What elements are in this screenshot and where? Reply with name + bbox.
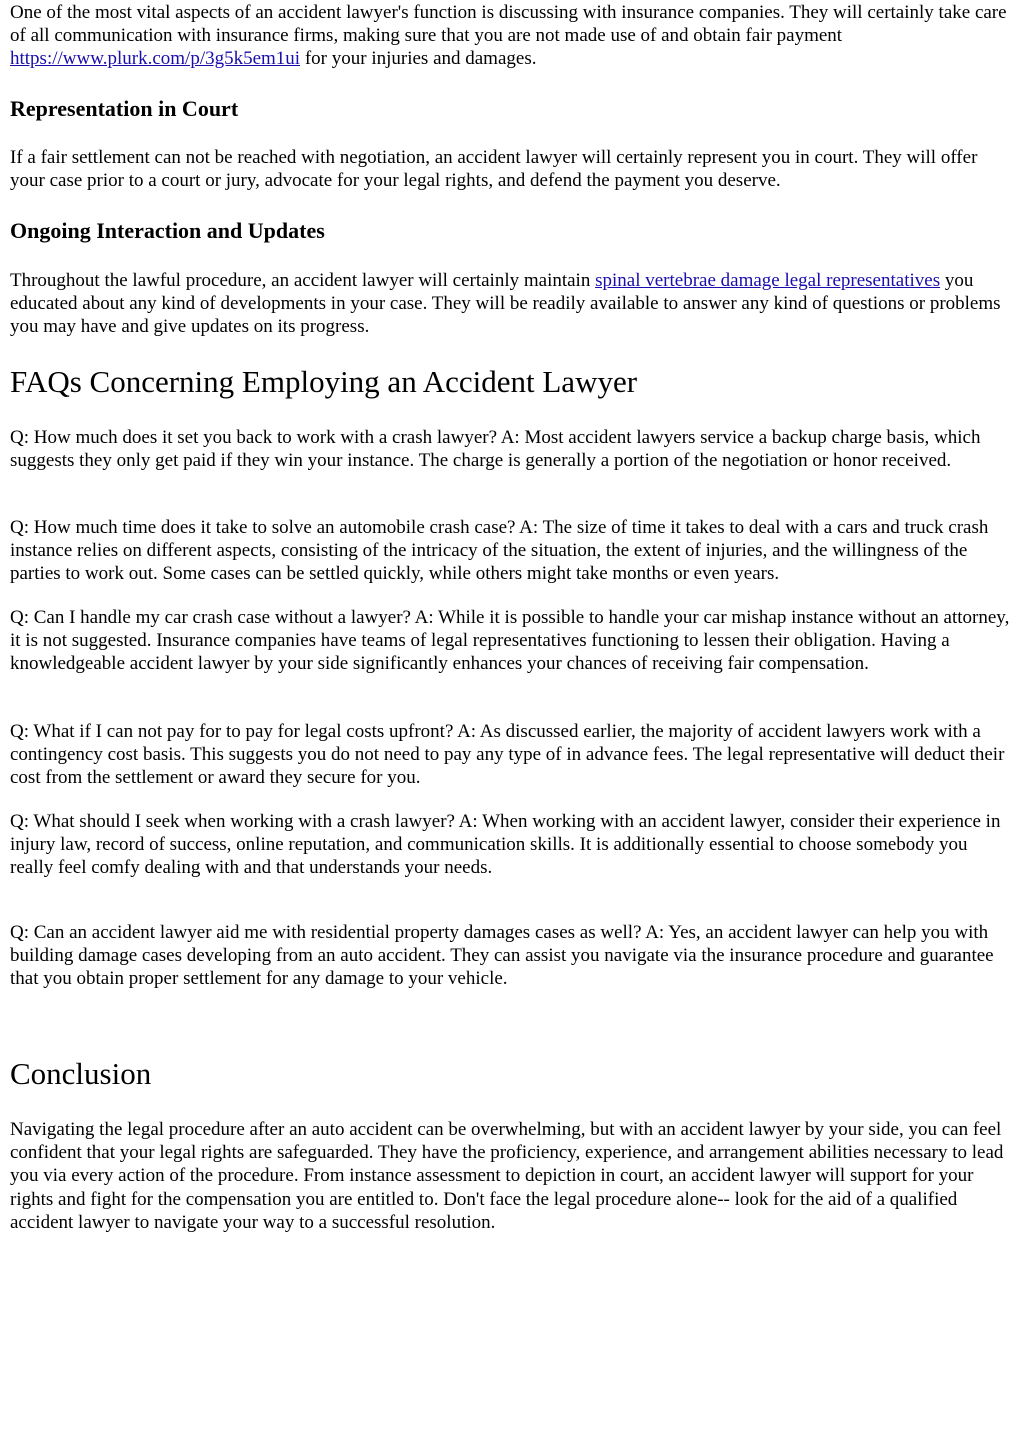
faq-item: Q: How much does it set you back to work with a crash lawyer? A: Most accident lawyers service a backup charge basis, which suggests they only get paid if they win your instance. The charge is generally a portion of the negotiation or honor received. — [10, 427, 981, 472]
faq-item: Q: Can an accident lawyer aid me with residential property damages cases as well? A: Yes, an accident lawyer can help you with building damage cases developing from an auto accident. They can assist you navigate via the insurance procedure and guarantee that you obtain proper settlement for any damage to your vehicle. — [10, 922, 994, 990]
updates-heading: Ongoing Interaction and Updates — [10, 218, 325, 243]
court-paragraph: If a fair settlement can not be reached with negotiation, an accident lawyer will certainly represent you in court. They will offer your case prior to a court or jury, advocate for your legal rights, and defend the payment you deserve. — [10, 147, 978, 192]
conclusion-heading: Conclusion — [10, 1056, 152, 1091]
faq-item: Q: How much time does it take to solve an automobile crash case? A: The size of time it takes to deal with a cars and truck crash instance relies on different aspects, consisting of the intricacy of the situation, the extent of injuries, and the willingness of the parties to work out. Some cases can be settled quickly, while others might take months or even years. — [10, 517, 989, 585]
intro-text-after-link: for your injuries and damages. — [300, 48, 537, 70]
court-heading: Representation in Court — [10, 96, 239, 121]
intro-paragraph — [10, 1, 1014, 71]
updates-paragraph — [10, 269, 1014, 339]
updates-text-after-link: you educated about any kind of developments in your case. They will be readily available to answer any kind of questions or problems you may have and give updates on its progress. — [10, 270, 1001, 338]
spinal-damage-link[interactable]: spinal vertebrae damage legal representatives — [595, 270, 941, 291]
faq-item: Q: Can I handle my car crash case without a lawyer? A: While it is possible to handle your car mishap instance without an attorney, it is not suggested. Insurance companies have teams of legal representatives functioning to lessen their obligation. Having a knowledgeable accident lawyer by your side significantly enhances your chances of receiving fair compensation. — [10, 607, 1010, 675]
plurk-link[interactable]: https://www.plurk.com/p/3g5k5em1ui — [10, 48, 301, 70]
intro-text-before-link: One of the most vital aspects of an accident lawyer's function is discussing with insurance companies. They will certainly take care of all communication with insurance firms, making sure that you are not made use of and obtain fair payment — [10, 2, 1007, 47]
faq-heading: FAQs Concerning Employing an Accident Lawyer — [10, 364, 638, 399]
faq-item: Q: What should I seek when working with a crash lawyer? A: When working with an accident lawyer, consider their experience in injury law, record of success, online reputation, and communication skills. It is additionally essential to choose somebody you really feel comfy dealing with and that understands your needs. — [10, 811, 1001, 879]
conclusion-paragraph: Navigating the legal procedure after an auto accident can be overwhelming, but with an accident lawyer by your side, you can feel confident that your legal rights are safeguarded. They have the proficiency, experience, and arrangement abilities necessary to lead you via every action of the procedure. From instance assessment to depiction in court, an accident lawyer will support for your rights and fight for the compensation you are entitled to. Don't face the legal procedure alone-- look for the aid of a qualified accident lawyer to navigate your way to a successful resolution. — [10, 1119, 1004, 1233]
updates-text-before-link: Throughout the lawful procedure, an accident lawyer will certainly maintain — [10, 270, 596, 291]
faq-item: Q: What if I can not pay for to pay for legal costs upfront? A: As discussed earlier, the majority of accident lawyers work with a contingency cost basis. This suggests you do not need to pay any type of in advance fees. The legal representative will deduct their cost from the settlement or award they secure for you. — [10, 721, 1005, 789]
